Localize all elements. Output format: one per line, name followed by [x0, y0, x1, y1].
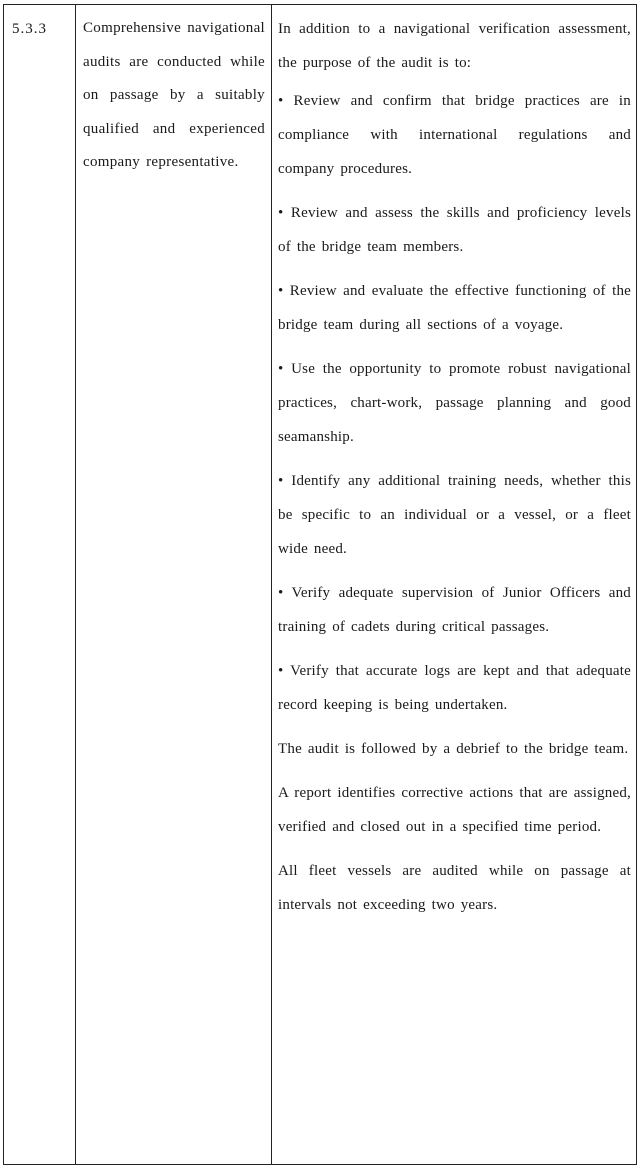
- audit-bullet-skills: • Review and assess the skills and proficiency levels of the bridge team members.: [278, 205, 631, 255]
- audit-interval: All fleet vessels are audited while on passage at intervals not exceeding two years.: [278, 863, 631, 913]
- requirement-description: Comprehensive navigational audits are conducted while on passage by a suitably qualified and experienced company representative.: [83, 20, 265, 171]
- requirements-table: [3, 4, 637, 1165]
- audit-bullet-practices: • Use the opportunity to promote robust navigational practices, chart-work, passage planning and good seamanship.: [278, 361, 631, 445]
- audit-bullet-functioning: • Review and evaluate the effective functioning of the bridge team during all sections of a voyage.: [278, 283, 631, 333]
- audit-intro: In addition to a navigational verification assessment, the purpose of the audit is to:: [278, 21, 631, 71]
- audit-report: A report identifies corrective actions that are assigned, verified and closed out in a specified time period.: [278, 785, 631, 835]
- audit-bullet-supervision: • Verify adequate supervision of Junior Officers and training of cadets during critical passages.: [278, 585, 631, 635]
- audit-bullet-compliance: • Review and confirm that bridge practices are in compliance with international regulations and company procedures.: [278, 93, 631, 177]
- section-number-cell: [4, 5, 76, 1164]
- audit-bullet-logs: • Verify that accurate logs are kept and that adequate record keeping is being undertaken.: [278, 663, 631, 713]
- description-cell: [76, 5, 272, 1164]
- section-number: 5.3.3: [12, 21, 47, 37]
- detail-cell: [272, 5, 636, 1164]
- audit-debrief: The audit is followed by a debrief to the bridge team.: [278, 741, 629, 757]
- audit-bullet-training-needs: • Identify any additional training needs, whether this be specific to an individual or a vessel, or a fleet wide need.: [278, 473, 631, 557]
